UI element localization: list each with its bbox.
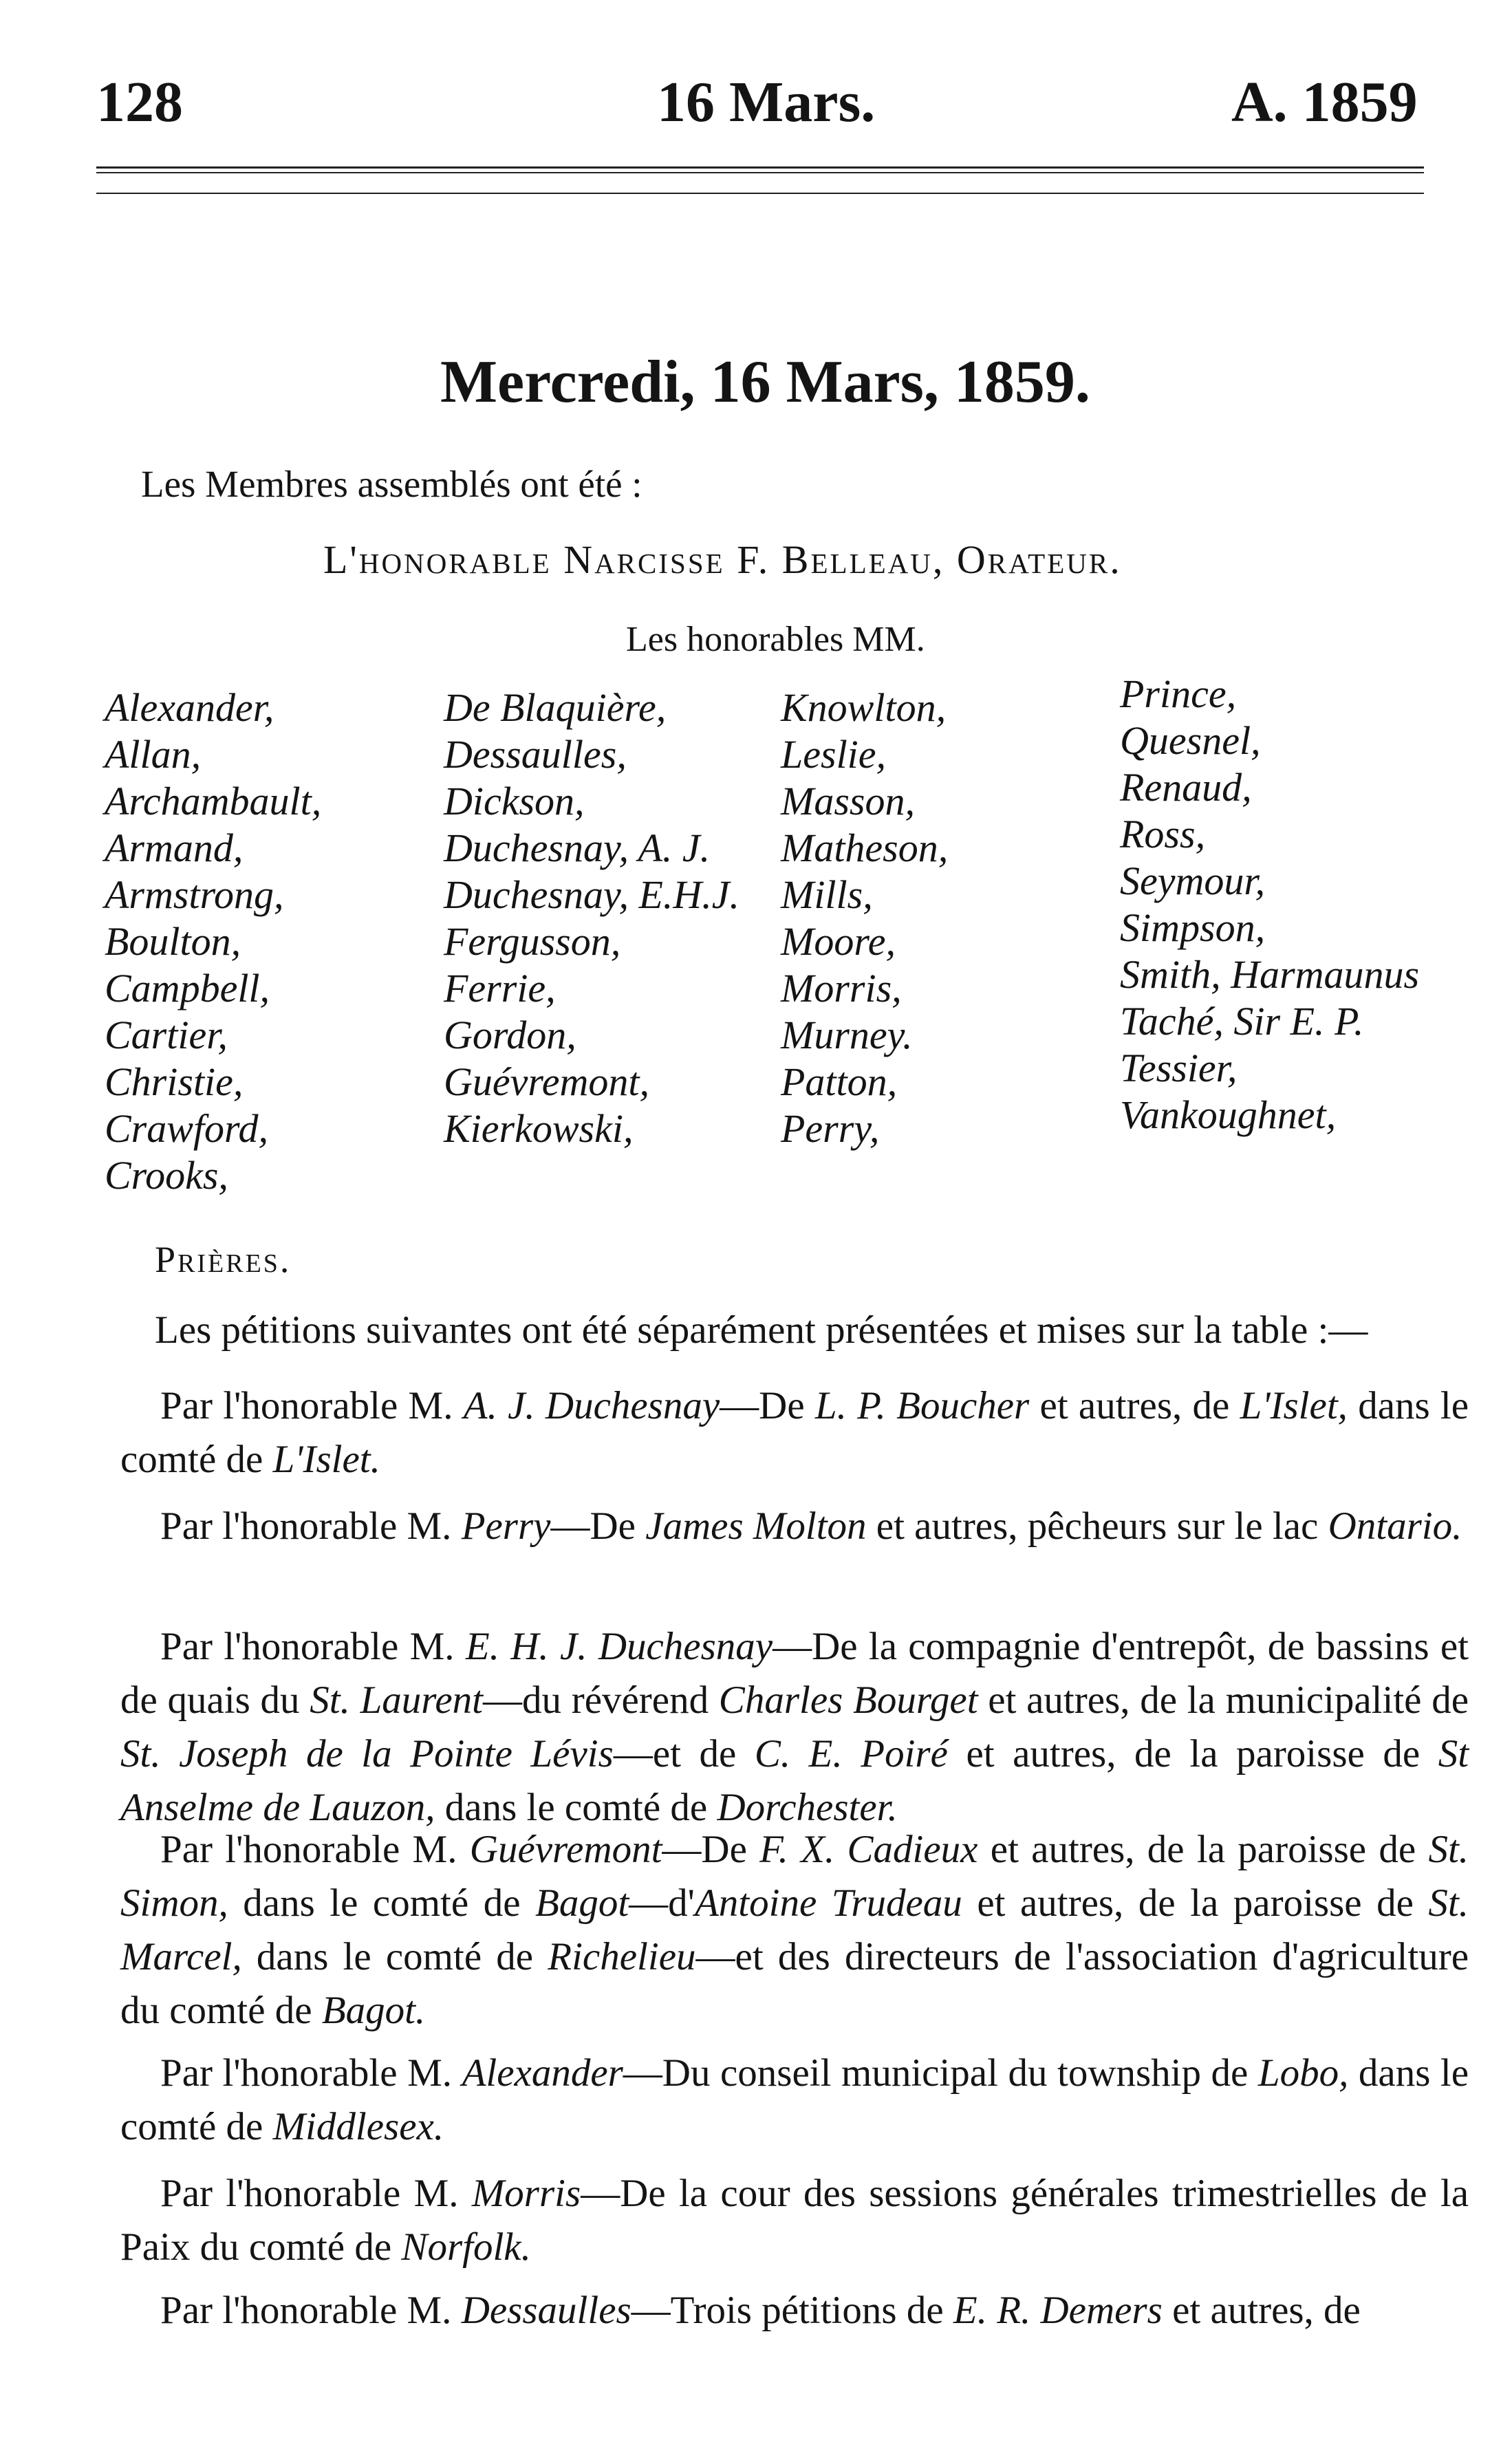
para-place: St Anselme de Lauzon, [120, 1732, 1469, 1829]
para-member: Perry [461, 1504, 551, 1548]
member-name: Allan, [105, 732, 202, 777]
member-name: Dessaulles, [444, 732, 627, 777]
para-lead: Par l'honorable M. [160, 1504, 452, 1548]
para-text: dans le comté de [243, 1881, 521, 1925]
para-text: —De [662, 1828, 747, 1871]
para-place: Dorchester. [717, 1786, 898, 1829]
member-name: Ross, [1120, 812, 1206, 856]
para-member: Morris [471, 2172, 581, 2215]
para-place: Ontario. [1328, 1504, 1462, 1548]
member-name: Crawford, [105, 1106, 268, 1151]
member-name: Dickson, [444, 779, 585, 823]
para-lead: Par l'honorable M. [160, 2172, 459, 2215]
member-name: Archambault, [105, 779, 322, 823]
member-name: Seymour, [1120, 859, 1266, 903]
para-place: St. Laurent [310, 1678, 483, 1722]
para-text: et autres, de la paroisse de [990, 1828, 1416, 1871]
member-name: Armstrong, [105, 872, 284, 917]
member-name: Christie, [105, 1059, 244, 1104]
para-member: E. H. J. Duchesnay [465, 1625, 773, 1668]
para-text: —et de [613, 1732, 737, 1775]
member-name: Matheson, [781, 825, 949, 870]
members-heading: Les honorables MM. [626, 620, 925, 659]
header-rule-bottom [96, 193, 1424, 194]
member-name: Knowlton, [781, 685, 947, 730]
member-name: Gordon, [444, 1013, 576, 1057]
para-lead: Par l'honorable M. [160, 1625, 455, 1668]
para-lead: Par l'honorable M. [160, 1828, 457, 1871]
para-text: —d' [629, 1881, 695, 1925]
para-text: —De [720, 1384, 805, 1427]
petition-paragraph [120, 1379, 1469, 1487]
para-text: et autres, de [1039, 1384, 1230, 1427]
para-name: L. P. Boucher [814, 1384, 1030, 1427]
member-name: Kierkowski, [444, 1106, 634, 1151]
para-text: —De la cour des sessions générales trimestrielles de la Paix du comté de [120, 2172, 1469, 2269]
member-name: Moore, [781, 919, 896, 964]
para-text: et autres, de la paroisse de [966, 1732, 1421, 1775]
petition-paragraph [120, 1620, 1469, 1835]
member-name: Vankoughnet, [1120, 1092, 1337, 1137]
para-member: A. J. Duchesnay [463, 1384, 720, 1427]
para-place: L'Islet. [272, 1438, 380, 1481]
header-rule-middle [96, 172, 1424, 173]
petition-paragraph [120, 1500, 1469, 1553]
page-title: Mercredi, 16 Mars, 1859. [440, 349, 1090, 415]
petition-paragraph [120, 2047, 1469, 2154]
member-name: Taché, Sir E. P. [1120, 999, 1364, 1044]
para-place: St. Joseph de la Pointe Lévis [120, 1732, 614, 1775]
member-name: Renaud, [1120, 765, 1252, 810]
member-name: Mills, [781, 872, 873, 917]
member-name: Duchesnay, E.H.J. [444, 872, 740, 917]
member-name: Ferrie, [444, 966, 556, 1011]
header-rule-top [96, 166, 1424, 169]
member-name: Prince, [1120, 671, 1237, 716]
member-name: Simpson, [1120, 905, 1266, 950]
para-text: —De [550, 1504, 636, 1548]
para-text: —du révérend [483, 1678, 709, 1722]
para-name: E. R. Demers [953, 2289, 1163, 2332]
para-name: F. X. Cadieux [759, 1828, 978, 1871]
para-member: Dessaulles [461, 2289, 631, 2332]
intro-text: Les Membres assemblés ont été : [141, 463, 642, 505]
para-text: —Du conseil municipal du township de [623, 2051, 1249, 2095]
para-place: St. Simon, [120, 1828, 1469, 1925]
member-name: Guévremont, [444, 1059, 650, 1104]
para-name: C. E. Poiré [754, 1732, 948, 1775]
para-name: Antoine Trudeau [694, 1881, 962, 1925]
para-place: Lobo, [1257, 2051, 1349, 2095]
member-name: Boulton, [105, 919, 241, 964]
para-text: dans le comté de [444, 1786, 708, 1829]
para-place: Bagot [535, 1881, 629, 1925]
member-name: Campbell, [105, 966, 270, 1011]
para-text: —De la compagnie d'entrepôt, de bassins et de quais du [120, 1625, 1469, 1722]
speaker-line: L'honorable Narcisse F. Belleau, Orateur. [323, 537, 1122, 582]
para-place: L'Islet, [1240, 1384, 1348, 1427]
member-name: Murney. [781, 1013, 913, 1057]
prieres-heading: Prières. [155, 1239, 292, 1280]
para-member: Alexander [462, 2051, 623, 2095]
member-name: Morris, [781, 966, 902, 1011]
member-name: Smith, Harmaunus [1120, 952, 1420, 997]
para-text: dans le comté de [120, 2051, 1469, 2148]
petition-paragraph [120, 2167, 1469, 2274]
member-name: De Blaquière, [444, 685, 667, 730]
member-name: Alexander, [105, 685, 274, 730]
member-name: Fergusson, [444, 919, 621, 964]
member-name: Leslie, [781, 732, 887, 777]
para-place: Richelieu [548, 1935, 696, 1978]
para-place: Middlesex. [272, 2105, 444, 2148]
para-text: dans le comté de [256, 1935, 534, 1978]
member-name: Patton, [781, 1059, 898, 1104]
para-member: Guévremont [469, 1828, 662, 1871]
member-name: Quesnel, [1120, 718, 1261, 763]
member-name: Crooks, [105, 1153, 228, 1198]
member-name: Tessier, [1120, 1046, 1238, 1090]
petition-paragraph [120, 2284, 1469, 2337]
para-text: et autres, pêcheurs sur le lac [876, 1504, 1319, 1548]
para-text: et autres, de la paroisse de [977, 1881, 1414, 1925]
para-name: Charles Bourget [718, 1678, 978, 1722]
member-name: Perry, [781, 1106, 880, 1151]
member-name: Masson, [781, 779, 915, 823]
para-text: —et des directeurs de l'association d'agriculture du comté de [120, 1935, 1469, 2032]
para-lead: Par l'honorable M. [160, 2289, 452, 2332]
header-date: 16 Mars. [657, 70, 876, 134]
petitions-intro: Les pétitions suivantes ont été séparément présentées et mises sur la table :— [155, 1308, 1368, 1352]
member-name: Cartier, [105, 1013, 228, 1057]
para-name: James Molton [645, 1504, 867, 1548]
para-lead: Par l'honorable M. [160, 2051, 453, 2095]
para-place: Bagot. [321, 1989, 426, 2032]
para-place: St. Marcel, [120, 1881, 1469, 1978]
para-text: —Trois pétitions de [631, 2289, 944, 2332]
para-text: et autres, de la municipalité de [988, 1678, 1469, 1722]
header-year: A. 1859 [1231, 70, 1418, 134]
para-text: dans le comté de [120, 1384, 1469, 1481]
member-name: Armand, [105, 825, 244, 870]
para-place: Norfolk. [401, 2225, 531, 2269]
petition-paragraph [120, 1823, 1469, 2038]
para-lead: Par l'honorable M. [160, 1384, 453, 1427]
page-number: 128 [96, 70, 183, 134]
para-text: et autres, de [1172, 2289, 1361, 2332]
member-name: Duchesnay, A. J. [444, 825, 711, 870]
